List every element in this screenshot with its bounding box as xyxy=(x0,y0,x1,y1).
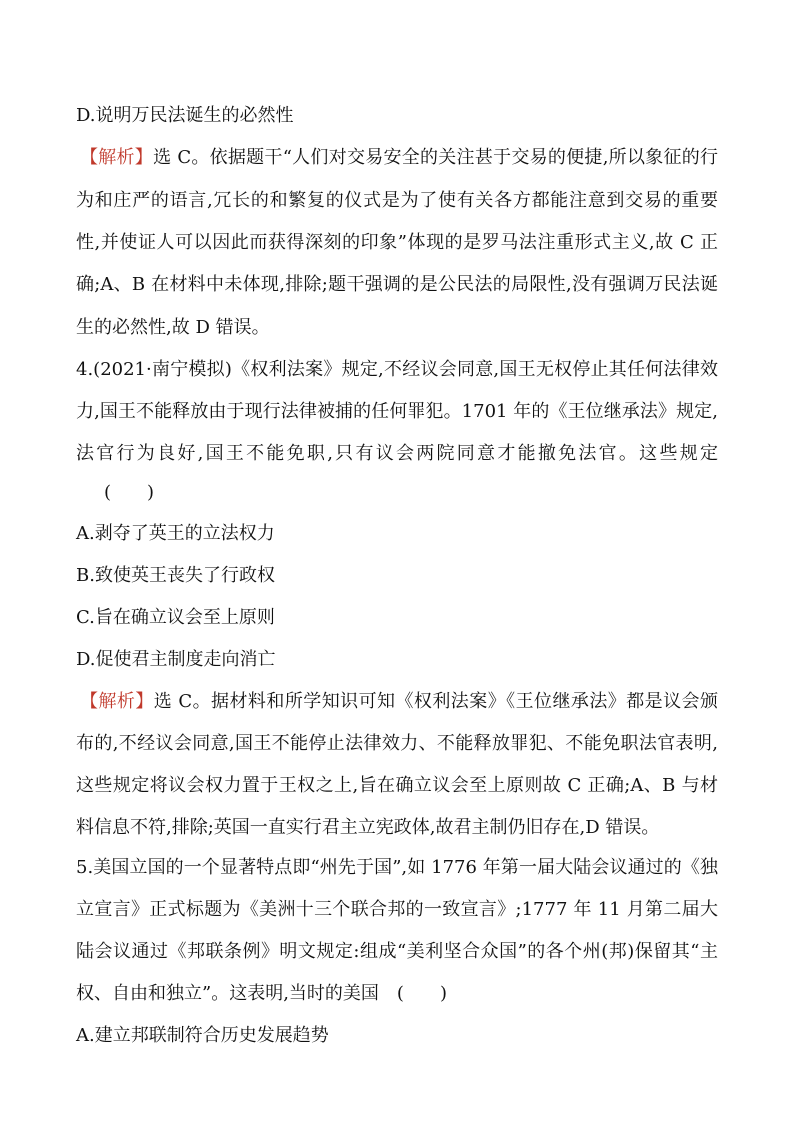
analysis-tag: 【解析】 xyxy=(80,147,154,168)
q5-stem-line: 5.美国立国的一个显著特点即“州先于国”,如 1776 年第一届大陆会议通过的《独 xyxy=(76,857,718,878)
q3-analysis-line: 确;A、B 在材料中未体现,排除;题干强调的是公民法的局限性,没有强调万民法诞 xyxy=(76,274,718,295)
q5-option-a: A.建立邦联制符合历史发展趋势 xyxy=(76,1025,329,1046)
q4-analysis-line: 【解析】选 C。据材料和所学知识可知《权利法案》《王位继承法》都是议会颁 xyxy=(80,691,719,712)
analysis-tag: 【解析】 xyxy=(80,691,154,712)
q3-option-d: D.说明万民法诞生的必然性 xyxy=(76,105,294,126)
q4-option-c: C.旨在确立议会至上原则 xyxy=(76,607,275,628)
q4-analysis-line: 料信息不符,排除;英国一直实行君主立宪政体,故君主制仍旧存在,D 错误。 xyxy=(76,817,660,838)
q4-stem-line: 法官行为良好,国王不能免职,只有议会两院同意才能撤免法官。这些规定 xyxy=(76,443,718,464)
q5-stem-line: 权、自由和独立”。这表明,当时的美国 ( ) xyxy=(76,983,447,1004)
q3-analysis-line: 为和庄严的语言,冗长的和繁复的仪式是为了使有关各方都能注意到交易的重要 xyxy=(76,190,718,211)
q5-stem-line: 陆会议通过《邦联条例》明文规定:组成“美利坚合众国”的各个州(邦)保留其“主 xyxy=(76,941,718,962)
q3-analysis-line: 【解析】选 C。依据题干“人们对交易安全的关注甚于交易的便捷,所以象征的行 xyxy=(80,147,719,168)
q5-stem-line: 立宣言》正式标题为《美洲十三个联合邦的一致宣言》;1777 年 11 月第二届大 xyxy=(76,899,718,920)
q3-analysis-line: 生的必然性,故 D 错误。 xyxy=(76,317,270,338)
q3-analysis-line: 性,并使证人可以因此而获得深刻的印象”体现的是罗马法注重形式主义,故 C 正 xyxy=(76,232,718,253)
q4-answer-blank: ( ) xyxy=(104,482,155,503)
q4-analysis-line: 这些规定将议会权力置于王权之上,旨在确立议会至上原则故 C 正确;A、B 与材 xyxy=(76,775,718,796)
q4-option-b: B.致使英王丧失了行政权 xyxy=(76,565,275,586)
q4-analysis-line: 布的,不经议会同意,国王不能停止法律效力、不能释放罪犯、不能免职法官表明, xyxy=(76,733,718,754)
q4-stem-line: 4.(2021·南宁模拟)《权利法案》规定,不经议会同意,国王无权停止其任何法律效 xyxy=(76,359,718,380)
q4-option-a: A.剥夺了英王的立法权力 xyxy=(76,523,275,544)
q4-option-d: D.促使君主制度走向消亡 xyxy=(76,649,276,670)
q4-stem-line: 力,国王不能释放由于现行法律被捕的任何罪犯。1701 年的《王位继承法》规定, xyxy=(76,401,718,422)
